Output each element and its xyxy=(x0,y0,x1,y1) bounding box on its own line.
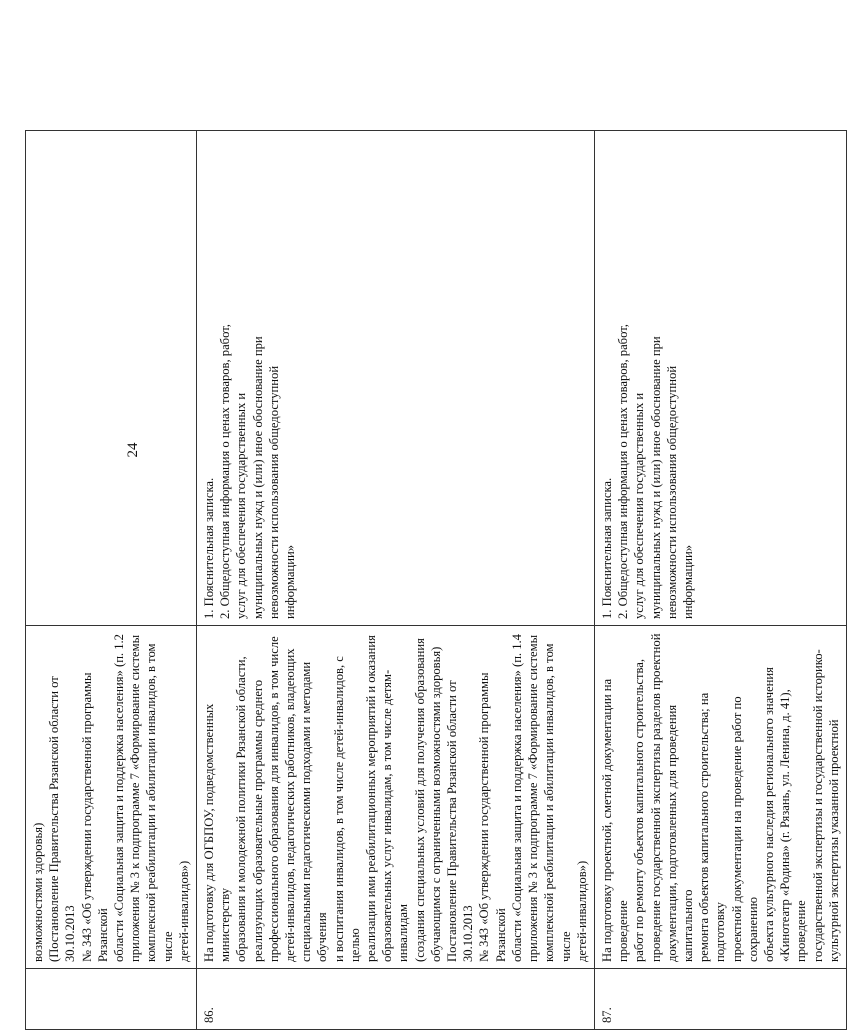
description-line: На подготовку для ОГБПОУ, подведомственных министерству xyxy=(202,703,233,962)
justification-line: 2. Общедоступная информация о ценах товаров, работ, xyxy=(616,324,631,619)
description-line: профессионального образования для инвалидов, в том числе xyxy=(266,636,281,962)
justification-line: 1. Пояснительная записка. xyxy=(599,477,614,619)
justification-line: муниципальных нужд и (или) иное обоснование при xyxy=(250,336,265,619)
description-cell xyxy=(197,626,595,969)
justification-line: информации» xyxy=(283,544,298,619)
description-line: детей-инвалидов») xyxy=(574,860,589,962)
description-line: реализующих образовательные программы среднего xyxy=(250,679,265,962)
page-number: 24 xyxy=(125,442,141,458)
description-line: детей-инвалидов, педагогических работников, владеющих xyxy=(283,648,298,962)
justification-line: услуг для обеспечения государственных и xyxy=(632,392,647,619)
description-line: На подготовку проектной, сметной документации на проведение xyxy=(599,678,631,962)
description-line: образования и молодежной политики Рязанской области, xyxy=(234,656,249,962)
rotated-table-wrapper xyxy=(25,170,841,1030)
description-line: № 343 «Об утверждении государственной программы Рязанской xyxy=(477,672,508,962)
table-row xyxy=(26,131,197,1030)
description-line: государственной экспертизы и государственной историко- xyxy=(810,649,825,962)
description-line: № 343 «Об утверждении государственной программы Рязанской xyxy=(79,672,110,962)
table-row xyxy=(197,131,595,1030)
justification-line: невозможности использования общедоступной xyxy=(664,365,679,619)
description-line: «Кинотеатр «Родина» (г. Рязань, ул. Ленина, д. 41), проведение xyxy=(778,689,809,962)
description-line: и воспитания инвалидов, в том числе детей-инвалидов, с целью xyxy=(331,656,362,962)
row-number-cell xyxy=(26,969,197,1030)
table-row xyxy=(594,131,846,1030)
justification-line: муниципальных нужд и (или) иное обоснование при xyxy=(648,336,663,619)
justification-cell xyxy=(197,131,595,626)
description-line: приложения № 3 к подпрограмме 7 «Формирование системы xyxy=(128,634,143,962)
description-line: проектной документации на проведение работ по сохранению xyxy=(729,696,760,962)
description-cell xyxy=(594,626,846,969)
justification-line: услуг для обеспечения государственных и xyxy=(234,392,249,619)
description-line: области «Социальная защита и поддержка населения» (п. 1.2 xyxy=(112,634,127,962)
description-line: области «Социальная защита и поддержка населения» (п. 1.4 xyxy=(509,634,524,962)
description-line: возможностями здоровья) xyxy=(31,822,45,962)
description-line: документации, подготовленных для проведения капитального xyxy=(664,704,695,962)
description-line: комплексной реабилитации и абилитации инвалидов, в том числе xyxy=(542,643,573,962)
description-line: образовательных услуг инвалидам, в том числе детям-инвалидам xyxy=(380,669,411,962)
justification-cell xyxy=(26,131,197,626)
description-line: объекта культурного наследия регионального значения xyxy=(761,667,776,962)
description-line: работ по ремонту объектов капитального строительства, xyxy=(632,659,647,962)
description-line: проведение государственной экспертизы разделов проектной xyxy=(648,633,663,962)
description-line: (создания специальных условий для получения образования xyxy=(412,638,427,962)
justification-line: 1. Пояснительная записка. xyxy=(202,477,217,619)
description-line: приложения № 3 к подпрограмме 7 «Формирование системы xyxy=(526,634,541,962)
justification-line: 2. Общедоступная информация о ценах товаров, работ, xyxy=(218,324,233,619)
budget-table xyxy=(25,130,847,1030)
description-line: Постановление Правительства Рязанской области от 30.10.2013 xyxy=(445,680,476,962)
description-cell xyxy=(26,626,197,969)
row-number-cell: 87. xyxy=(594,969,846,1030)
description-line: ремонта объектов капитального строительства; на подготовку xyxy=(697,692,728,962)
description-line: (Постановление Правительства Рязанской области от 30.10.2013 xyxy=(47,676,78,962)
description-line: реализации ими реабилитационных мероприятий и оказания xyxy=(364,635,379,962)
description-line: культурной экспертизы указанной проектной xyxy=(826,719,841,962)
table-body xyxy=(26,131,847,1030)
justification-line: невозможности использования общедоступной xyxy=(266,365,281,619)
justification-line: информации» xyxy=(680,544,695,619)
description-line: детей-инвалидов») xyxy=(176,860,191,962)
description-line: обучающимся с ограниченными возможностями здоровья) xyxy=(428,646,443,962)
description-line: специальными педагогическими подходами и методами обучения xyxy=(299,661,330,962)
justification-cell xyxy=(594,131,846,626)
description-line: комплексной реабилитации и абилитации инвалидов, в том числе xyxy=(144,643,175,962)
row-number-cell: 86. xyxy=(197,969,595,1030)
